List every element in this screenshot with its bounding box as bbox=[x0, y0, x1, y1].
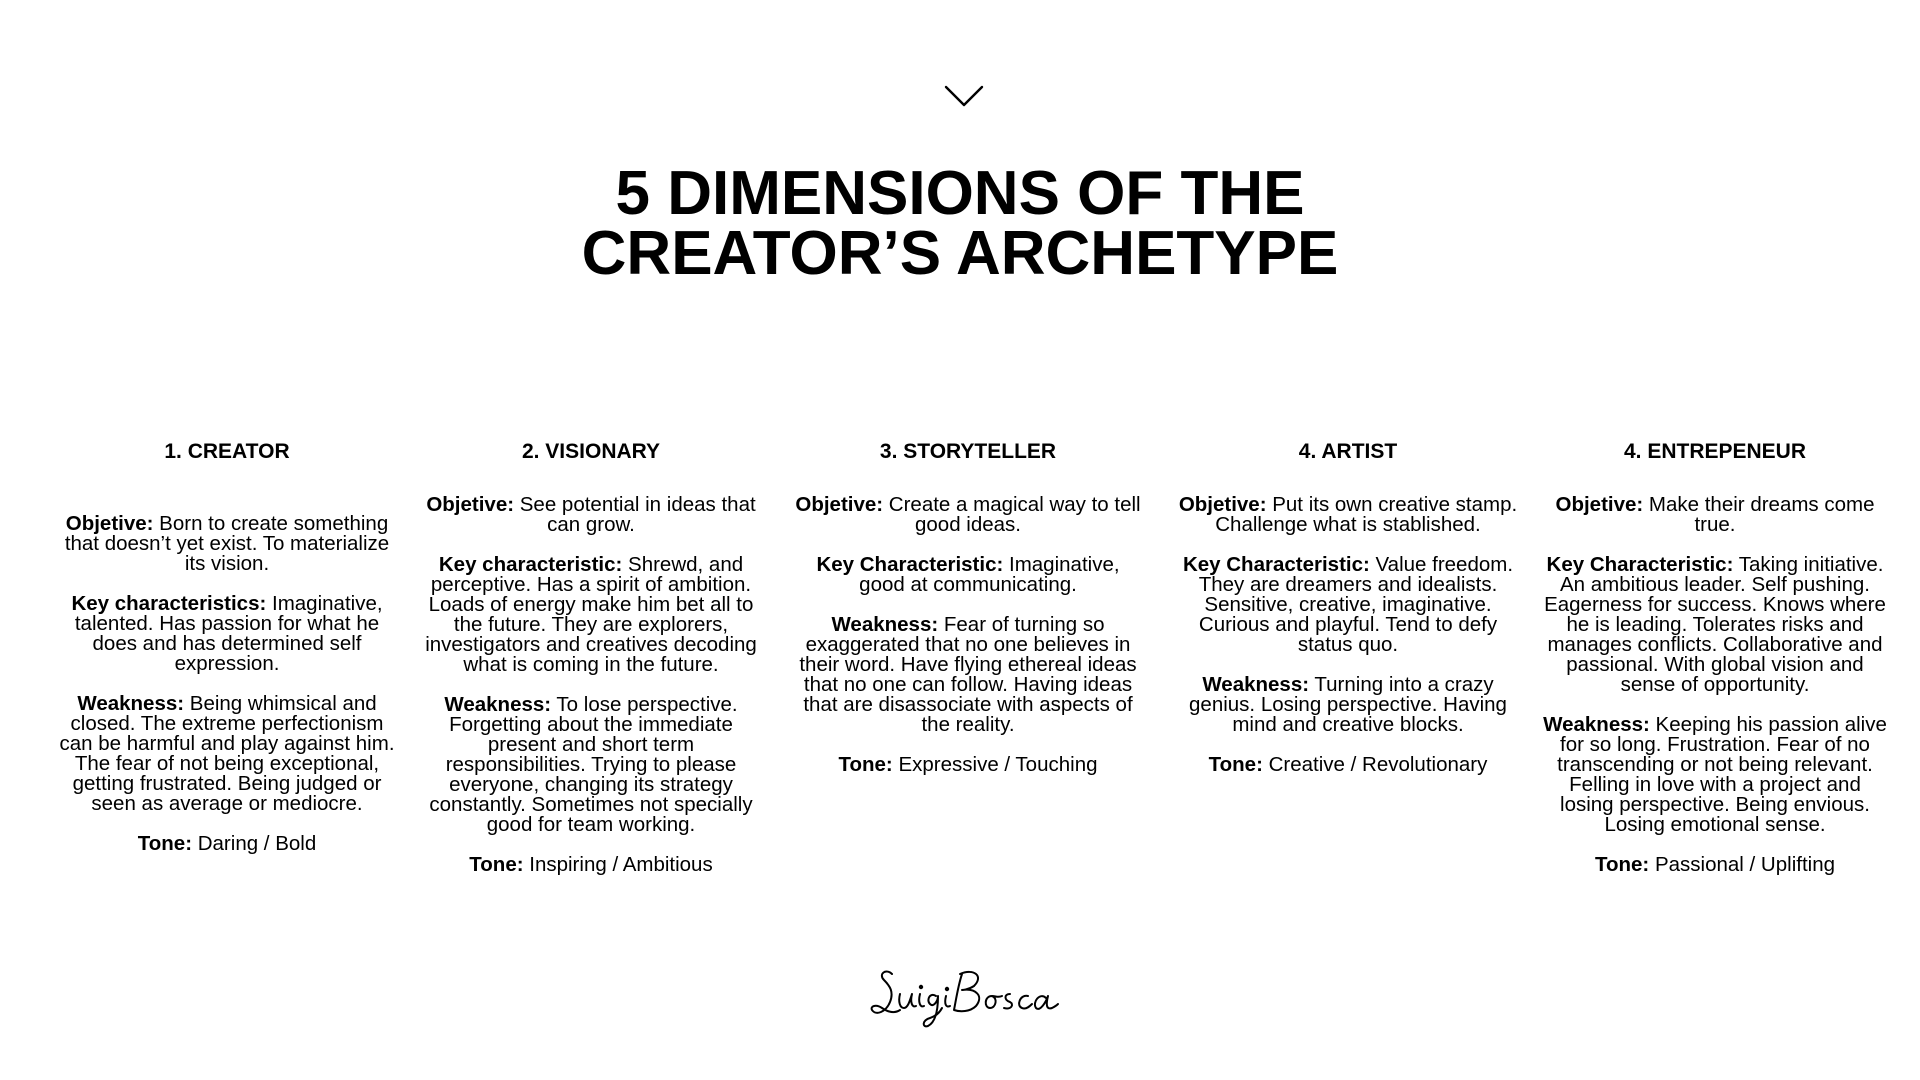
key-characteristic-text: Taking initiative. An ambitious leader. Self pushing. Eagerness for success. Knows where he is leading. Tolerates risks and manages conflicts. Collaborative and passional. With global vision and sense of opportunity. bbox=[1544, 553, 1886, 696]
page-title-line-2: CREATOR’S ARCHETYPE bbox=[581, 219, 1339, 288]
column-body bbox=[1173, 495, 1523, 775]
tone-label: Tone: bbox=[469, 853, 524, 876]
weakness-label: Weakness: bbox=[1202, 673, 1310, 696]
archetype-column-visionary bbox=[416, 440, 766, 895]
column-heading: 3. STORYTELLER bbox=[879, 440, 1057, 463]
tone-paragraph bbox=[1173, 755, 1523, 775]
archetype-column-creator bbox=[52, 440, 402, 874]
archetype-column-storyteller bbox=[793, 440, 1143, 795]
tone-text: Expressive / Touching bbox=[892, 753, 1098, 776]
weakness-text: Keeping his passion alive for so long. Frustration. Fear of no transcending or not being relevant. Felling in love with a project and losing perspective. Being envious. Losing emotional sense. bbox=[1557, 713, 1887, 836]
objective-label: Objetive: bbox=[795, 493, 884, 516]
tone-paragraph bbox=[793, 755, 1143, 775]
key-characteristic-label: Key characteristic: bbox=[438, 553, 623, 576]
weakness-label: Weakness: bbox=[444, 693, 552, 716]
objective-text: Make their dreams come true. bbox=[1643, 493, 1875, 536]
page-title bbox=[0, 159, 1920, 288]
chevron-down-icon[interactable] bbox=[944, 84, 984, 108]
tone-label: Tone: bbox=[1208, 753, 1263, 776]
column-heading: 4. ENTREPENEUR bbox=[1623, 440, 1807, 463]
luigi-bosca-signature-logo bbox=[870, 960, 1060, 1030]
tone-text: Passional / Uplifting bbox=[1649, 853, 1835, 876]
weakness-paragraph bbox=[793, 615, 1143, 735]
objective-label: Objetive: bbox=[426, 493, 515, 516]
key-characteristic-label: Key Characteristic: bbox=[1182, 553, 1370, 576]
objective-label: Objetive: bbox=[1178, 493, 1267, 516]
column-body bbox=[52, 514, 402, 854]
tone-paragraph bbox=[416, 855, 766, 875]
weakness-paragraph bbox=[1540, 715, 1890, 835]
objective-label: Objetive: bbox=[65, 512, 154, 535]
key-characteristic-text: Imaginative, good at communicating. bbox=[859, 553, 1120, 596]
weakness-paragraph bbox=[416, 695, 766, 835]
archetype-column-entrepeneur bbox=[1540, 440, 1890, 895]
objective-paragraph bbox=[1173, 495, 1523, 535]
key-characteristic-paragraph bbox=[1173, 555, 1523, 655]
column-body bbox=[1540, 495, 1890, 875]
objective-text: See potential in ideas that can grow. bbox=[514, 493, 756, 536]
weakness-label: Weakness: bbox=[831, 613, 939, 636]
objective-text: Put its own creative stamp. Challenge what is stablished. bbox=[1215, 493, 1518, 536]
tone-label: Tone: bbox=[1594, 853, 1650, 876]
key-characteristic-paragraph bbox=[1540, 555, 1890, 695]
objective-label: Objetive: bbox=[1555, 493, 1644, 516]
tone-text: Inspiring / Ambitious bbox=[523, 853, 713, 876]
column-heading: 4. ARTIST bbox=[1298, 440, 1398, 463]
objective-paragraph bbox=[1540, 495, 1890, 535]
objective-text: Born to create something that doesn’t yet exist. To materialize its vision. bbox=[64, 512, 390, 575]
column-body bbox=[793, 495, 1143, 775]
tone-label: Tone: bbox=[838, 753, 893, 776]
objective-paragraph bbox=[416, 495, 766, 535]
key-characteristic-text: Imaginative, talented. Has passion for what he does and has determined self expression. bbox=[74, 592, 383, 675]
tone-text: Daring / Bold bbox=[192, 832, 317, 855]
page-title-line-1: 5 DIMENSIONS OF THE bbox=[615, 159, 1305, 228]
objective-paragraph bbox=[793, 495, 1143, 535]
column-heading: 2. VISIONARY bbox=[521, 440, 661, 463]
key-characteristic-paragraph bbox=[793, 555, 1143, 595]
weakness-label: Weakness: bbox=[77, 692, 185, 715]
tone-paragraph bbox=[1540, 855, 1890, 875]
key-characteristic-label: Key characteristics: bbox=[71, 592, 267, 615]
column-body bbox=[416, 495, 766, 875]
objective-paragraph bbox=[52, 514, 402, 574]
weakness-text: Fear of turning so exaggerated that no one believes in their word. Have flying ethereal ideas that no one can follow. Having ideas that are disassociate with aspects of the reality. bbox=[799, 613, 1137, 736]
key-characteristic-label: Key Characteristic: bbox=[1546, 553, 1734, 576]
archetype-column-artist bbox=[1173, 440, 1523, 795]
weakness-text: To lose perspective. Forgetting about the immediate present and short term responsibilities. Trying to please everyone, changing its strategy constantly. Sometimes not specially good for team working. bbox=[429, 693, 753, 836]
weakness-label: Weakness: bbox=[1543, 713, 1650, 736]
column-heading: 1. CREATOR bbox=[164, 440, 290, 463]
key-characteristic-label: Key Characteristic: bbox=[816, 553, 1004, 576]
key-characteristic-paragraph bbox=[52, 594, 402, 674]
objective-text: Create a magical way to tell good ideas. bbox=[883, 493, 1141, 536]
key-characteristic-text: Value freedom. They are dreamers and idealists. Sensitive, creative, imaginative. Curious and playful. Tend to defy status quo. bbox=[1198, 553, 1514, 656]
tone-label: Tone: bbox=[137, 832, 193, 855]
key-characteristic-paragraph bbox=[416, 555, 766, 675]
key-characteristic-text: Shrewd, and perceptive. Has a spirit of ambition. Loads of energy make him bet all to the future. They are explorers, investigators and creatives decoding what is coming in the future. bbox=[425, 553, 757, 676]
archetype-columns bbox=[50, 440, 1890, 920]
weakness-paragraph bbox=[1173, 675, 1523, 735]
weakness-text: Turning into a crazy genius. Losing perspective. Having mind and creative blocks. bbox=[1189, 673, 1507, 736]
weakness-paragraph bbox=[52, 694, 402, 814]
tone-paragraph bbox=[52, 834, 402, 854]
weakness-text: Being whimsical and closed. The extreme perfectionism can be harmful and play against him. The fear of not being exceptional, getting frustrated. Being judged or seen as average or mediocre. bbox=[59, 692, 395, 815]
tone-text: Creative / Revolutionary bbox=[1262, 753, 1488, 776]
